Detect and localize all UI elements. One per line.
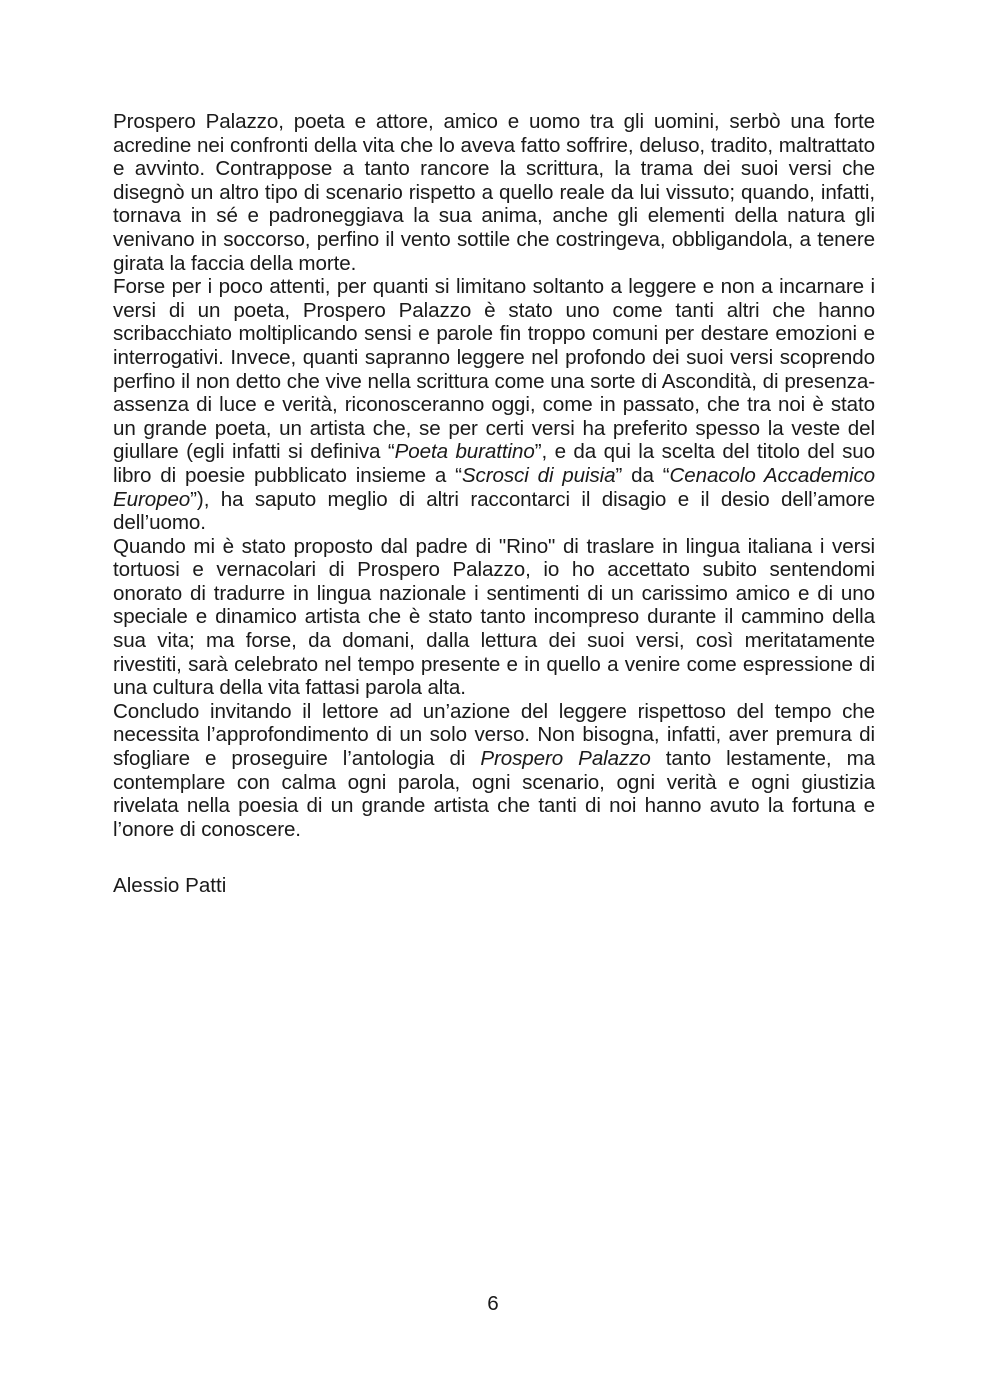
- paragraph: [113, 275, 875, 535]
- text-run: Concludo invitando il lettore ad un’azione del leggere rispettoso del tempo che necessita l’approfondimento di un solo verso. Non bisogna, infatti, aver premura di sfogliare e proseguire l’antologia di: [113, 699, 875, 771]
- text-run: tanto lestamente, ma contemplare con calma ogni parola, ogni scenario, ogni verità e ogni giustizia rivelata nella poesia di un grande artista che tanti di noi hanno avuto la fortuna e l’onore di conoscere.: [113, 747, 875, 841]
- italic-title: Cenacolo Accademico Europeo: [113, 463, 876, 511]
- page-number: 6: [487, 1292, 499, 1315]
- text-run: Forse per i poco attenti, per quanti si limitano soltanto a leggere e non a incarnare i versi di un poeta, Prospero Palazzo è stato uno come tanti altri che hanno scribacchiato moltiplicando sensi e parole fin troppo comuni per destare emozioni e interrogativi. Invece, quanti sapranno leggere nel profondo dei suoi versi scoprendo perfino il non detto che vive nella scrittura come una sorte di Ascondità, di presenza-assenza di luce e verità, riconosceranno oggi, come in passato, che tra noi è stato un grande poeta, un artista che, se per certi versi ha preferito spesso la veste del giullare (egli infatti si definiva “: [113, 275, 875, 464]
- author-signature: Alessio Patti: [113, 874, 227, 897]
- italic-title: Poeta burattino: [394, 440, 535, 464]
- text-run: ”), ha saputo meglio di altri raccontarci il disagio e il desio dell’amore dell’uomo.: [113, 487, 875, 535]
- text-run: ”, e da qui la scelta del titolo del suo libro di poesie pubblicato insieme a “: [113, 440, 875, 487]
- paragraph: [113, 700, 875, 842]
- italic-title: Scrosci di puisia: [461, 463, 616, 487]
- body-text: [113, 110, 875, 841]
- italic-name: Prospero Palazzo: [480, 747, 651, 771]
- paragraph: Quando mi è stato proposto dal padre di "Rino" di traslare in lingua italiana i versi tortuosi e vernacolari di Prospero Palazzo, io ho accettato subito sentendomi onorato di tradurre in lingua nazionale i sentimenti di un carissimo amico e di uno speciale e dinamico artista che è stato tanto incompreso durante il cammino della sua vita; ma forse, da domani, dalla lettura dei suoi versi, così meritatamente rivestiti, sarà celebrato nel tempo presente e in quello a venire come espressione di una cultura della vita fattasi parola alta.: [113, 534, 875, 700]
- paragraph: Prospero Palazzo, poeta e attore, amico e uomo tra gli uomini, serbò una forte acredine nei confronti della vita che lo aveva fatto soffrire, deluso, tradito, maltrattato e avvinto. Contrappose a tanto rancore la scrittura, la trama dei suoi versi che disegnò un altro tipo di scenario rispetto a quello reale da lui vissuto; quando, infatti, tornava in sé e padroneggiava la sua anima, anche gli elementi della natura gli venivano in soccorso, perfino il vento sottile che costringeva, obbligandola, a tenere girata la faccia della morte.: [113, 110, 875, 275]
- text-run: ” da “: [615, 463, 670, 487]
